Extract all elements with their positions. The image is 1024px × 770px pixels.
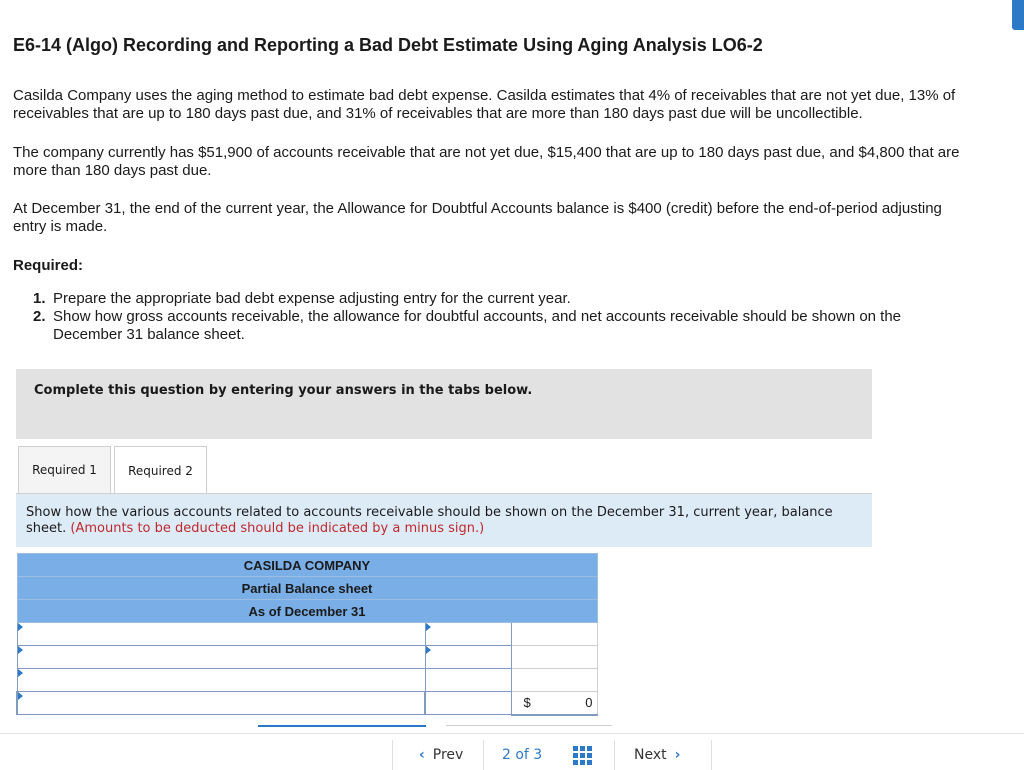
- total-value-cell: [511, 692, 597, 715]
- tab-required-2[interactable]: Required 2: [114, 446, 207, 495]
- input-flag-icon: [426, 646, 431, 654]
- chevron-right-icon: ›: [674, 747, 681, 763]
- required-list: [33, 290, 963, 344]
- chevron-left-icon: ‹: [419, 747, 425, 763]
- table-row: [17, 623, 597, 646]
- total-column-cell: [511, 669, 597, 692]
- input-flag-icon: [18, 623, 23, 631]
- account-cell: [17, 646, 425, 669]
- statement-name: Partial Balance sheet: [17, 577, 597, 600]
- amount-cell: [425, 646, 511, 669]
- grid-icon: [573, 746, 592, 765]
- total-column-cell: [511, 623, 597, 646]
- amount-cell: [425, 669, 511, 692]
- input-flag-icon: [18, 692, 23, 700]
- account-select[interactable]: [18, 670, 425, 691]
- account-select[interactable]: [18, 647, 425, 668]
- table-row: [17, 646, 597, 669]
- statement-date: As of December 31: [17, 600, 597, 623]
- tab-2-underline: [446, 725, 612, 726]
- amount-input[interactable]: [426, 647, 511, 668]
- prev-button[interactable]: [392, 740, 484, 770]
- grid-view-button[interactable]: [573, 740, 592, 770]
- amount-cell: [425, 623, 511, 646]
- instruction-box: [16, 369, 872, 439]
- account-cell: [17, 623, 425, 646]
- input-flag-icon: [426, 623, 431, 631]
- required-item-number: 1.: [33, 290, 46, 307]
- total-column-cell: [511, 646, 597, 669]
- allowance-paragraph: At December 31, the end of the current year, the Allowance for Doubtful Accounts balance is $400 (credit) before the end-of-period adjusting entry is made.: [13, 200, 942, 235]
- intro-paragraph: Casilda Company uses the aging method to estimate bad debt expense. Casilda estimates that 4% of receivables that are not yet due, 13% of receivables that are up to 180 days past due, and 31% of receivables that are more than 180 days past due will be uncollectible.: [13, 87, 956, 122]
- tab-required-1[interactable]: Required 1: [18, 446, 111, 493]
- account-select[interactable]: [18, 624, 425, 645]
- question-prompt-box: [16, 494, 872, 547]
- prompt-note-text: (Amounts to be deducted should be indicated by a minus sign.): [70, 521, 485, 536]
- corner-tab[interactable]: [1012, 0, 1024, 30]
- partial-balance-sheet-table: [16, 553, 598, 716]
- currency-symbol: $: [523, 695, 531, 711]
- prompt-main-text: Show how the various accounts related to accounts receivable should be shown on the December 31, current year, balance sheet.: [26, 505, 833, 536]
- page-indicator: 2 of 3: [502, 747, 543, 763]
- question-prompt: [26, 505, 856, 537]
- nav-divider: [0, 733, 1024, 734]
- input-flag-icon: [18, 669, 23, 677]
- total-row: [17, 692, 597, 715]
- account-cell: [17, 669, 425, 692]
- required-item-text: Prepare the appropriate bad debt expense adjusting entry for the current year.: [53, 290, 571, 307]
- total-value: 0: [585, 695, 593, 711]
- next-label: Next: [634, 747, 667, 763]
- tab-1-underline: [258, 725, 426, 727]
- amount-input[interactable]: [426, 624, 511, 645]
- next-button[interactable]: [614, 740, 712, 770]
- instruction-text: Complete this question by entering your answers in the tabs below.: [34, 383, 533, 398]
- input-flag-icon: [18, 646, 23, 654]
- receivables-paragraph: The company currently has $51,900 of accounts receivable that are not yet due, $15,400 that are up to 180 days past due, and $4,800 that are more than 180 days past due.: [13, 144, 960, 179]
- required-item-number: 2.: [33, 308, 46, 325]
- required-item-2: [33, 308, 963, 344]
- required-label: Required:: [13, 257, 84, 274]
- amount-input[interactable]: [426, 670, 511, 691]
- company-name: CASILDA COMPANY: [17, 554, 597, 577]
- table-row: [17, 669, 597, 692]
- problem-title: E6-14 (Algo) Recording and Reporting a Bad Debt Estimate Using Aging Analysis LO6-2: [13, 35, 763, 55]
- total-spacer-cell: [425, 692, 511, 715]
- required-item-text: Show how gross accounts receivable, the allowance for doubtful accounts, and net accounts receivable should be shown on the December 31 balance sheet.: [53, 308, 902, 343]
- required-item-1: [33, 290, 963, 308]
- total-label-select[interactable]: [18, 693, 424, 714]
- prev-label: Prev: [432, 747, 464, 763]
- total-label-cell: [17, 692, 425, 715]
